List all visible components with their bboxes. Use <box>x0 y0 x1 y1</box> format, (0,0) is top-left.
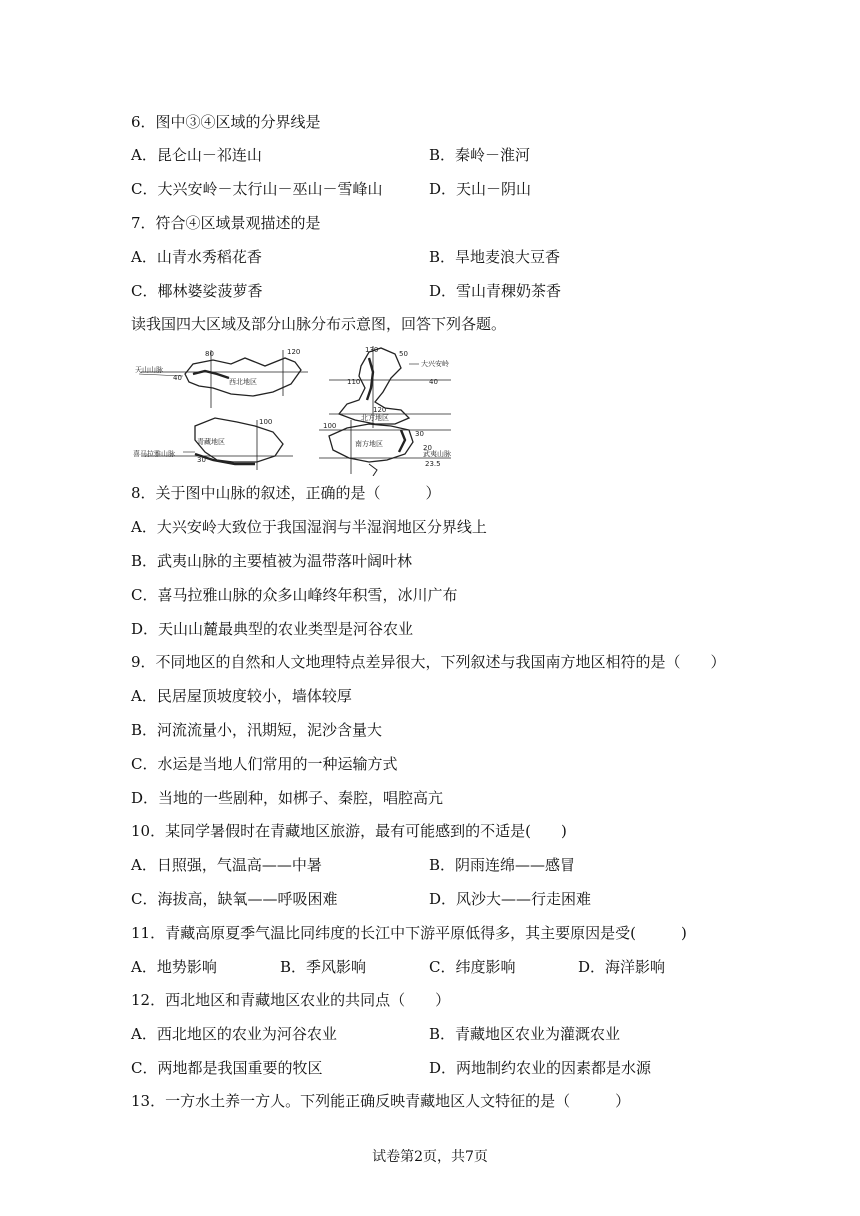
t-mountain-label: 喜马拉雅山脉 <box>133 450 175 458</box>
nw-lon-label-2: 120 <box>287 348 301 356</box>
q7-option-b: B．旱地麦浪大豆香 <box>429 248 561 266</box>
q9-option-c: C．水运是当地人们常用的一种运输方式 <box>131 755 398 773</box>
q12-option-b: B．青藏地区农业为灌溉农业 <box>429 1025 621 1043</box>
q9-option-a: A．民居屋顶坡度较小，墙体较厚 <box>131 687 352 705</box>
q8-option-a: A．大兴安岭大致位于我国湿润与半湿润地区分界线上 <box>131 518 487 536</box>
nw-region-label: 西北地区 <box>229 378 257 386</box>
q12-option-c: C．两地都是我国重要的牧区 <box>131 1059 323 1077</box>
q12-option-d: D．两地制约农业的因素都是水源 <box>429 1059 652 1077</box>
q10-stem: 10．某同学暑假时在青藏地区旅游，最有可能感到的不适是( ) <box>131 822 567 840</box>
q10-option-c: C．海拔高，缺氧——呼吸困难 <box>131 890 338 908</box>
n-lon-label-1: 130 <box>365 346 379 354</box>
q6-option-d: D．天山－阴山 <box>429 180 532 198</box>
q8-option-c: C．喜马拉雅山脉的众多山峰终年积雪，冰川广布 <box>131 586 458 604</box>
q7-option-c: C．椰林婆娑菠萝香 <box>131 282 263 300</box>
s-lat-label-1: 30 <box>415 430 424 438</box>
q11-option-b: B．季风影响 <box>280 958 367 976</box>
q10-option-a: A．日照强，气温高——中暑 <box>131 856 322 874</box>
n-lon-label-2: 110 <box>347 378 361 386</box>
t-lat-label: 30 <box>197 456 206 464</box>
q6-option-c: C．大兴安岭－太行山－巫山－雪峰山 <box>131 180 383 198</box>
q7-option-d: D．雪山青稞奶茶香 <box>429 282 562 300</box>
q13-stem: 13．一方水土养一方人。下列能正确反映青藏地区人文特征的是（ ） <box>131 1092 631 1110</box>
q9-option-d: D．当地的一些剧种，如梆子、秦腔，唱腔高亢 <box>131 789 444 807</box>
n-region-label: 北方地区 <box>361 414 389 422</box>
q11-stem: 11．青藏高原夏季气温比同纬度的长江中下游平原低得多，其主要原因是受( ) <box>131 924 687 942</box>
q11-option-c: C．纬度影响 <box>429 958 516 976</box>
q8-option-b: B．武夷山脉的主要植被为温带落叶阔叶林 <box>131 552 413 570</box>
s-region-label: 南方地区 <box>355 440 383 448</box>
t-lon-label: 100 <box>259 418 273 426</box>
n-mountain-label: 大兴安岭 <box>421 360 449 368</box>
nw-lat-label: 40 <box>173 374 182 382</box>
q6-option-b: B．秦岭－淮河 <box>429 146 531 164</box>
s-lon-label: 100 <box>323 422 337 430</box>
q10-option-b: B．阴雨连绵——感冒 <box>429 856 576 874</box>
nw-mountain-label: 天山山脉 <box>135 366 163 374</box>
q6-option-a: A．昆仑山－祁连山 <box>131 146 262 164</box>
n-lat-label-2: 40 <box>429 378 438 386</box>
q8-option-d: D．天山山麓最典型的农业类型是河谷农业 <box>131 620 414 638</box>
q6-stem: 6．图中③④区域的分界线是 <box>131 113 321 131</box>
n-lat-label-1: 50 <box>399 350 408 358</box>
q8-stem: 8．关于图中山脉的叙述，正确的是（ ） <box>131 484 441 502</box>
t-region-label: 青藏地区 <box>197 438 225 446</box>
q7-option-a: A．山青水秀稻花香 <box>131 248 262 266</box>
q12-stem: 12．西北地区和青藏地区农业的共同点（ ） <box>131 991 451 1009</box>
map-intro: 读我国四大区域及部分山脉分布示意图，回答下列各题。 <box>131 315 507 333</box>
s-mountain-label: 武夷山脉 <box>423 450 451 458</box>
page-footer: 试卷第2页，共7页 <box>372 1149 488 1165</box>
nw-lon-label-1: 80 <box>205 350 214 358</box>
q9-option-b: B．河流流量小，汛期短，泥沙含量大 <box>131 721 383 739</box>
n-lon-label-3: 120 <box>373 406 387 414</box>
s-lat-label-2: 20 <box>423 444 432 452</box>
q7-stem: 7．符合④区域景观描述的是 <box>131 214 321 232</box>
northwest-map <box>139 350 308 408</box>
north-map <box>329 346 451 428</box>
q11-option-a: A．地势影响 <box>131 958 217 976</box>
region-maps-figure <box>133 344 451 476</box>
q11-option-d: D．海洋影响 <box>578 958 666 976</box>
q12-option-a: A．西北地区的农业为河谷农业 <box>131 1025 337 1043</box>
s-lat-label-3: 23.5 <box>425 460 441 468</box>
q9-stem: 9．不同地区的自然和人文地理特点差异很大，下列叙述与我国南方地区相符的是（ ） <box>131 653 726 671</box>
q10-option-d: D．风沙大——行走困难 <box>429 890 592 908</box>
